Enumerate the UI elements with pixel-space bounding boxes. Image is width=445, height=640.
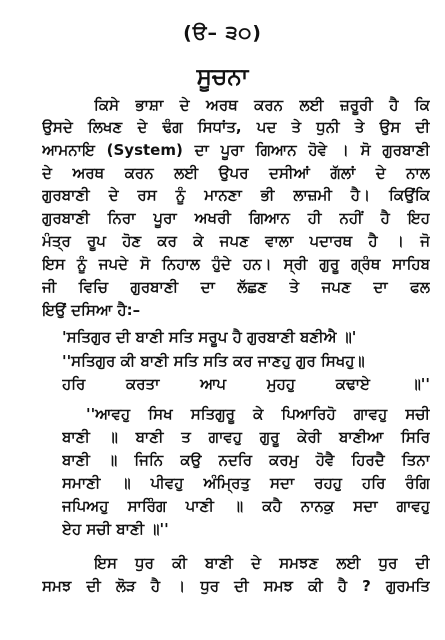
paragraph-line: ਗੁਰਬਾਣੀ ਦੇ ਰਸ ਨੂੰ ਮਾਨਣਾ ਭੀ ਲਾਜ਼ਮੀ ਹੈ। ਕਿਉਂਕਿ — [42, 186, 430, 204]
paragraph-line: ਗੁਰਬਾਣੀ ਨਿਰਾ ਪੂਰਾ ਅਖਰੀ ਗਿਆਨ ਹੀ ਨਹੀਂ ਹੈ ਇਹ — [42, 209, 430, 227]
paragraph-line: ਇਸ ਧੁਰ ਕੀ ਬਾਣੀ ਦੇ ਸਮਝਣ ਲਈ ਧੁਰ ਦੀ — [94, 554, 430, 572]
quote-line: ''ਆਵਹੁ ਸਿਖ ਸਤਿਗੁਰੂ ਕੇ ਪਿਆਰਿਹੋ ਗਾਵਹੁ ਸਚੀ — [86, 405, 430, 423]
section-heading: ਸੂਚਨਾ — [196, 64, 249, 90]
paragraph-line: ਉਸਦੇ ਲਿਖਣ ਦੇ ਢੰਗ ਸਿਧਾਂਤ, ਪਦ ਤੇ ਧੁਨੀ ਤੇ ਉਸ ਦੀ — [42, 118, 430, 136]
page-number: (ੳ– ੩੦) — [183, 22, 262, 44]
paragraph-line: ਦੇ ਅਰਥ ਕਰਨ ਲਈ ਉਪਰ ਦਸੀਆਂ ਗੱਲਾਂ ਦੇ ਨਾਲ — [42, 164, 430, 182]
quote-line: ਜਪਿਅਹੁ ਸਾਰਿੰਗ ਪਾਣੀ ॥ ਕਹੈ ਨਾਨਕੁ ਸਦਾ ਗਾਵਹੁ — [62, 497, 430, 515]
quote-line: ਬਾਣੀ ॥ ਬਾਣੀ ਤ ਗਾਵਹੁ ਗੁਰੂ ਕੇਰੀ ਬਾਣੀਆ ਸਿਰਿ — [62, 428, 430, 446]
paragraph-line: ਮੰਤ੍ਰ ਰੂਪ ਹੋਣ ਕਰ ਕੇ ਜਪਣ ਵਾਲਾ ਪਦਾਰਥ ਹੈ । ਜੋ — [42, 232, 430, 250]
paragraph-line: ਇਸ ਨੂੰ ਜਪਦੇ ਸੋ ਨਿਹਾਲ ਹੁੰਦੇ ਹਨ। ਸ੍ਰੀ ਗੁਰੂ ਗ੍ਰੰਥ ਸਾਹਿਬ — [42, 255, 430, 273]
paragraph-line: ਸਮਝ ਦੀ ਲੋੜ ਹੈ । ਧੁਰ ਦੀ ਸਮਝ ਕੀ ਹੈ ? ਗੁਰਮਤਿ — [42, 577, 430, 595]
paragraph-line: ਕਿਸੇ ਭਾਸ਼ਾ ਦੇ ਅਰਥ ਕਰਨ ਲਈ ਜ਼ਰੂਰੀ ਹੈ ਕਿ — [94, 96, 430, 114]
quote-line: 'ਸਤਿਗੁਰ ਦੀ ਬਾਣੀ ਸਤਿ ਸਰੂਪ ਹੈ ਗੁਰਬਾਣੀ ਬਣੀਐ ॥' — [62, 328, 357, 346]
paragraph-line: ਇਉਂ ਦਸਿਆ ਹੈ:– — [42, 301, 141, 319]
quote-line: ਏਹ ਸਚੀ ਬਾਣੀ ॥'' — [62, 520, 169, 538]
paragraph-line: ਜੀ ਵਿਚਿ ਗੁਰਬਾਣੀ ਦਾ ਲੱਛਣ ਤੇ ਜਪਣ ਦਾ ਫਲ — [42, 278, 430, 296]
quote-line: ਸਮਾਣੀ ॥ ਪੀਵਹੁ ਅੰਮ੍ਰਿਤੁ ਸਦਾ ਰਹਹੁ ਹਰਿ ਰੰਗਿ — [62, 474, 430, 492]
quote-line: ਬਾਣੀ ॥ ਜਿਨਿ ਕਉ ਨਦਰਿ ਕਰਮੁ ਹੋਵੈ ਹਿਰਦੈ ਤਿਨਾ — [62, 451, 430, 469]
paragraph-line: ਆਮਨਾਇ (System) ਦਾ ਪੂਰਾ ਗਿਆਨ ਹੋਵੇ । ਸੋ ਗੁਰਬਾਣੀ — [42, 141, 430, 159]
quote-line: ਹਰਿ ਕਰਤਾ ਆਪ ਮੁਹਹੁ ਕਢਾਏ ॥'' — [62, 375, 430, 393]
quote-line: ''ਸਤਿਗੁਰ ਕੀ ਬਾਣੀ ਸਤਿ ਸਤਿ ਕਰ ਜਾਣਹੁ ਗੁਰ ਸਿਖਹੁ॥ — [62, 352, 365, 370]
